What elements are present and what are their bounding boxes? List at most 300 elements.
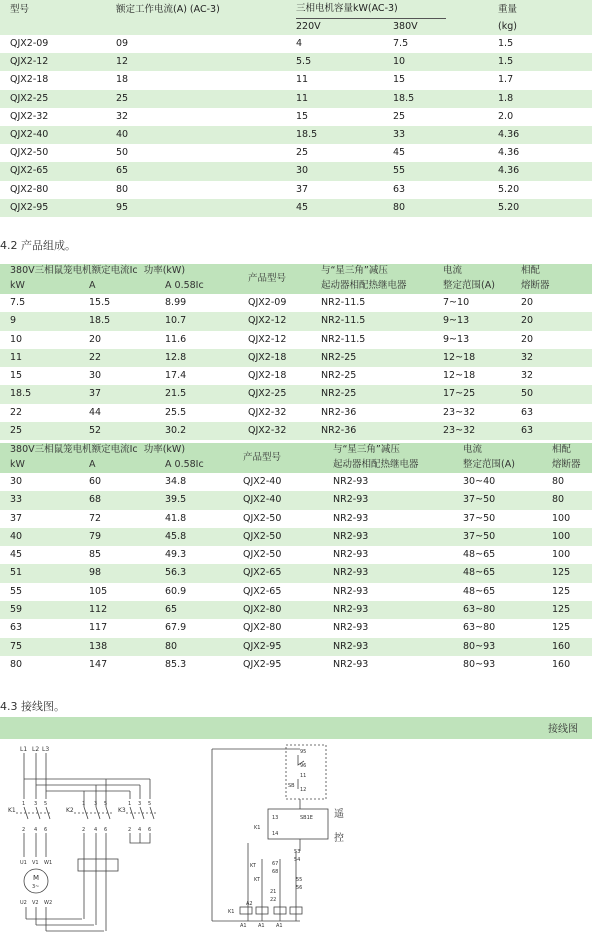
table-cell: 80 (116, 183, 129, 195)
svg-text:U1: U1 (20, 860, 27, 866)
remote-label: 遥 (334, 809, 344, 820)
table-cell: QJX2-12 (248, 315, 287, 327)
table-cell: 7~10 (443, 297, 470, 308)
svg-text:53: 53 (294, 849, 301, 855)
table-cell: 45 (10, 549, 23, 561)
table-cell: 11.6 (165, 333, 187, 345)
table-cell: 63 (10, 622, 23, 634)
table-cell: 50 (521, 388, 534, 400)
table-cell: 44 (89, 406, 102, 418)
table-cell: 63 (521, 406, 534, 418)
table-row (0, 90, 592, 108)
table-cell: 37 (89, 388, 102, 400)
svg-text:67: 67 (272, 861, 279, 867)
table-cell: 20 (89, 333, 102, 345)
table-cell: 21.5 (165, 388, 187, 400)
hdr-product-model: 产品型号 (248, 273, 287, 284)
phase-label: L2 (32, 746, 40, 753)
table-cell: 50 (116, 147, 129, 159)
table-row (0, 367, 592, 385)
table-cell: 30 (296, 165, 309, 177)
hdr-current: 额定工作电流(A) (AC-3) (116, 3, 220, 15)
table-cell: 4.36 (498, 165, 520, 177)
table-cell: 80 (10, 658, 23, 670)
wiring-diagram-title: 接线图 (548, 724, 578, 735)
hdr-weight: 重量 (498, 3, 518, 15)
table-cell: QJX2-40 (10, 129, 49, 141)
table-cell: 37~50 (463, 512, 496, 524)
composition-table-2 (0, 443, 592, 674)
table-cell: QJX2-65 (243, 567, 282, 579)
svg-text:5: 5 (148, 801, 152, 807)
table-cell: 9 (10, 315, 17, 327)
table-cell: 5.5 (296, 56, 312, 68)
table-cell: NR2-93 (333, 549, 369, 561)
table-cell: 41.8 (165, 512, 187, 524)
svg-text:A1: A1 (276, 923, 283, 929)
table-cell: 56.3 (165, 567, 187, 579)
svg-text:3: 3 (94, 801, 98, 807)
table-cell: 85 (89, 549, 102, 561)
table-cell: QJX2-09 (248, 297, 287, 308)
hdr-relay-1b: 与“星三角”减压 (333, 444, 400, 455)
table-row (0, 108, 592, 126)
k1-label: K1 (8, 807, 16, 814)
table-cell: 12~18 (443, 351, 476, 363)
table-row (0, 385, 592, 403)
svg-text:95: 95 (300, 749, 307, 755)
hdr-fuse-1: 相配 (521, 265, 541, 276)
table-cell: 37~50 (463, 530, 496, 542)
table-cell: 45.8 (165, 530, 187, 542)
table-cell: NR2-93 (333, 512, 369, 524)
table-cell: NR2-93 (333, 494, 369, 506)
section-4-2-heading: 4.2 产品组成。 (0, 239, 76, 252)
hdr-relay-2: 起动器相配热继电器 (321, 280, 407, 291)
hdr-range-2: 整定范围(A) (443, 280, 495, 291)
table-cell: 52 (89, 425, 102, 437)
table-cell: QJX2-12 (248, 333, 287, 345)
table-row (0, 656, 592, 674)
table-cell: 63 (393, 183, 406, 195)
table-cell: 22 (89, 351, 102, 363)
table-cell: 18 (116, 74, 129, 86)
table-cell: 117 (89, 622, 108, 634)
table-cell: 17~25 (443, 388, 476, 400)
table-cell: QJX2-65 (243, 585, 282, 597)
table-cell: QJX2-80 (243, 622, 282, 634)
svg-text:22: 22 (270, 897, 277, 903)
table-cell: QJX2-09 (10, 38, 49, 49)
table-cell: 32 (521, 370, 534, 382)
table-cell: QJX2-25 (10, 92, 49, 104)
svg-text:4: 4 (138, 827, 142, 833)
table-cell: QJX2-18 (248, 370, 287, 382)
table-cell: 37~50 (463, 494, 496, 506)
table-row (0, 349, 592, 367)
table-cell: QJX2-95 (243, 658, 282, 670)
table-cell: 55 (393, 165, 406, 177)
hdr-fuse-2b: 熔断器 (552, 459, 581, 470)
table-cell: 25 (10, 425, 23, 437)
svg-text:2: 2 (128, 827, 132, 833)
hdr-a058: A 0.58Ic (165, 280, 204, 291)
table-cell: 39.5 (165, 494, 187, 506)
table-cell: 60.9 (165, 585, 187, 597)
table-cell: NR2-93 (333, 622, 369, 634)
table-cell: 85.3 (165, 658, 187, 670)
table-cell: 33 (393, 129, 406, 141)
table-cell: 49.3 (165, 549, 187, 561)
svg-text:KT: KT (254, 877, 260, 883)
svg-text:W2: W2 (44, 900, 53, 906)
composition-table-1 (0, 264, 592, 440)
table-cell: 37 (10, 512, 23, 524)
svg-text:2: 2 (22, 827, 26, 833)
svg-text:1: 1 (22, 801, 26, 807)
table-row (0, 638, 592, 656)
table-row (0, 528, 592, 546)
table-cell: 11 (10, 351, 23, 363)
table-cell: 30 (89, 370, 102, 382)
table-cell: 33 (10, 494, 23, 506)
svg-text:2: 2 (82, 827, 86, 833)
table-cell: 125 (552, 567, 571, 579)
table-cell: 79 (89, 530, 102, 542)
table-cell: QJX2-25 (248, 388, 287, 400)
control-label: 控 (334, 833, 344, 844)
table-cell: 5.20 (498, 183, 520, 195)
table-row (0, 619, 592, 637)
svg-text:96: 96 (300, 763, 307, 769)
table-cell: QJX2-50 (243, 549, 282, 561)
table-row (0, 601, 592, 619)
svg-text:54: 54 (294, 857, 301, 863)
table-cell: 40 (10, 530, 23, 542)
hdr-fuse-1b: 相配 (552, 444, 572, 455)
table-cell: 80 (393, 201, 406, 213)
table-cell: 25 (116, 92, 129, 104)
table-cell: 63 (521, 425, 534, 437)
section-4-3-heading: 4.3 接线图。 (0, 700, 65, 713)
table-cell: 40 (116, 129, 129, 141)
table-cell: 7.5 (393, 38, 409, 49)
table-cell: 20 (521, 297, 534, 308)
table-cell: QJX2-32 (10, 110, 49, 122)
table-cell: QJX2-18 (10, 74, 49, 86)
table-cell: 12 (116, 56, 129, 68)
hdr-a058-2: A 0.58Ic (165, 459, 204, 470)
table-cell: QJX2-40 (243, 476, 282, 487)
table-row (0, 294, 592, 312)
svg-text:U2: U2 (20, 900, 27, 906)
table-cell: 1.8 (498, 92, 514, 104)
table-cell: QJX2-32 (248, 425, 287, 437)
table-cell: 125 (552, 604, 571, 616)
k2-label: K2 (66, 807, 74, 814)
table-cell: NR2-25 (321, 351, 357, 363)
svg-text:SB1E: SB1E (300, 815, 313, 821)
table-cell: 32 (116, 110, 129, 122)
table-row (0, 422, 592, 440)
table-row (0, 546, 592, 564)
table-cell: 23~32 (443, 406, 476, 418)
svg-text:6: 6 (44, 827, 48, 833)
table-cell: 30 (10, 476, 23, 487)
hdr-a-2: A (89, 459, 96, 470)
hdr-motor-2: 380V三相鼠笼电机额定电流Ic 功率(kW) (10, 444, 186, 455)
table-cell: 48~65 (463, 585, 496, 597)
table-cell: 8.99 (165, 297, 187, 308)
table-row (0, 510, 592, 528)
table-cell: 60 (89, 476, 102, 487)
svg-text:12: 12 (300, 787, 307, 793)
table-cell: NR2-25 (321, 370, 357, 382)
table-cell: QJX2-95 (243, 640, 282, 652)
table-cell: 15.5 (89, 297, 111, 308)
table-cell: 5.20 (498, 201, 520, 213)
table-cell: 11 (296, 92, 309, 104)
table-cell: 100 (552, 530, 571, 542)
table-cell: NR2-11.5 (321, 315, 366, 327)
table-row (0, 126, 592, 144)
rating-table-subheader (0, 19, 592, 35)
table-cell: NR2-36 (321, 406, 357, 418)
table-cell: 63~80 (463, 604, 496, 616)
hdr-relay-2b: 起动器相配热继电器 (333, 459, 419, 470)
table-cell: 17.4 (165, 370, 187, 382)
table-cell: 80 (552, 476, 565, 487)
svg-text:K1: K1 (228, 909, 235, 915)
table-cell: 4.36 (498, 129, 520, 141)
table-cell: 15 (296, 110, 309, 122)
coil-k1 (240, 907, 252, 914)
svg-text:1: 1 (82, 801, 86, 807)
svg-text:3: 3 (34, 801, 38, 807)
table-cell: 67.9 (165, 622, 187, 634)
table-cell: 2.0 (498, 110, 514, 122)
table-cell: 65 (116, 165, 129, 177)
table-cell: 48~65 (463, 549, 496, 561)
table-cell: QJX2-50 (243, 530, 282, 542)
table-cell: 138 (89, 640, 108, 652)
hdr-380v: 380V (393, 21, 418, 32)
svg-text:55: 55 (296, 877, 303, 883)
svg-text:V2: V2 (32, 900, 39, 906)
table-cell: 45 (296, 201, 309, 213)
wiring-diagram (0, 717, 592, 932)
hdr-kw-2: kW (10, 459, 25, 470)
table-cell: 1.5 (498, 56, 514, 68)
table-cell: 105 (89, 585, 108, 597)
table-cell: QJX2-50 (243, 512, 282, 524)
composition-table-2-header (0, 443, 592, 458)
table-cell: NR2-93 (333, 604, 369, 616)
table-cell: 10.7 (165, 315, 187, 327)
table-cell: 32 (521, 351, 534, 363)
svg-text:3~: 3~ (32, 884, 40, 890)
table-cell: 18.5 (296, 129, 318, 141)
table-cell: 51 (10, 567, 23, 579)
hdr-product-model-2: 产品型号 (243, 452, 282, 463)
table-cell: NR2-11.5 (321, 297, 366, 308)
table-cell: 125 (552, 585, 571, 597)
table-cell: NR2-93 (333, 658, 369, 670)
table-cell: 160 (552, 658, 571, 670)
svg-text:K1: K1 (254, 825, 261, 831)
table-cell: QJX2-40 (243, 494, 282, 506)
table-cell: NR2-11.5 (321, 333, 366, 345)
table-cell: 147 (89, 658, 108, 670)
table-row (0, 144, 592, 162)
svg-text:SB: SB (288, 783, 295, 789)
table-cell: 12~18 (443, 370, 476, 382)
table-cell: 4.36 (498, 147, 520, 159)
hdr-motor: 380V三相鼠笼电机额定电流Ic 功率(kW) (10, 265, 186, 276)
table-row (0, 71, 592, 89)
table-row (0, 491, 592, 509)
table-cell: 09 (116, 38, 129, 49)
motor-label: M (33, 874, 40, 882)
table-row (0, 473, 592, 491)
table-cell: QJX2-80 (10, 183, 49, 195)
table-cell: 112 (89, 604, 108, 616)
table-cell: QJX2-65 (10, 165, 49, 177)
table-row (0, 35, 592, 53)
table-cell: 48~65 (463, 567, 496, 579)
table-cell: 11 (296, 74, 309, 86)
svg-text:68: 68 (272, 869, 279, 875)
table-cell: 1.5 (498, 38, 514, 49)
table-cell: 25.5 (165, 406, 187, 418)
table-row (0, 53, 592, 71)
table-row (0, 564, 592, 582)
table-cell: 45 (393, 147, 406, 159)
table-cell: 80 (165, 640, 178, 652)
table-row (0, 404, 592, 422)
table-cell: NR2-25 (321, 388, 357, 400)
table-cell: 25 (296, 147, 309, 159)
table-cell: 30.2 (165, 425, 187, 437)
hdr-model: 型号 (10, 3, 30, 15)
rating-table (0, 0, 592, 217)
table-cell: NR2-36 (321, 425, 357, 437)
table-cell: 9~13 (443, 333, 470, 345)
table-cell: 7.5 (10, 297, 26, 308)
table-cell: QJX2-50 (10, 147, 49, 159)
svg-text:A1: A1 (240, 923, 247, 929)
table-cell: 59 (10, 604, 23, 616)
svg-text:W1: W1 (44, 860, 53, 866)
hdr-a: A (89, 280, 96, 291)
table-cell: 80~93 (463, 658, 496, 670)
table-cell: 100 (552, 549, 571, 561)
wiring-diagram-svg (0, 739, 592, 932)
table-cell: 18.5 (10, 388, 32, 400)
rating-table-header (0, 0, 592, 19)
table-cell: 65 (165, 604, 178, 616)
svg-text:5: 5 (44, 801, 48, 807)
table-cell: 63~80 (463, 622, 496, 634)
hdr-motor-group: 三相电机容量kW(AC-3) (286, 0, 488, 19)
table-cell: QJX2-95 (10, 201, 49, 213)
table-cell: 95 (116, 201, 129, 213)
table-cell: 10 (10, 333, 23, 345)
table-cell: 9~13 (443, 315, 470, 327)
table-cell: 18.5 (393, 92, 415, 104)
svg-text:4: 4 (34, 827, 38, 833)
hdr-range-1: 电流 (443, 265, 463, 276)
svg-text:6: 6 (104, 827, 108, 833)
svg-text:21: 21 (270, 889, 277, 895)
table-cell: QJX2-32 (248, 406, 287, 418)
table-cell: 80~93 (463, 640, 496, 652)
table-row (0, 331, 592, 349)
svg-text:V1: V1 (32, 860, 39, 866)
svg-text:13: 13 (272, 815, 279, 821)
svg-text:14: 14 (272, 831, 279, 837)
table-cell: 12.8 (165, 351, 187, 363)
table-row (0, 312, 592, 330)
svg-text:KT: KT (250, 863, 256, 869)
svg-text:3: 3 (138, 801, 142, 807)
table-cell: 10 (393, 56, 406, 68)
table-cell: 1.7 (498, 74, 514, 86)
table-cell: 18.5 (89, 315, 111, 327)
table-row (0, 162, 592, 180)
table-cell: 75 (10, 640, 23, 652)
hdr-fuse-2: 熔断器 (521, 280, 550, 291)
hdr-kw: kW (10, 280, 25, 291)
table-cell: 23~32 (443, 425, 476, 437)
svg-text:A2: A2 (246, 901, 253, 907)
k3-label: K3 (118, 807, 126, 814)
phase-label: L1 (20, 746, 28, 753)
table-cell: NR2-93 (333, 640, 369, 652)
table-cell: 125 (552, 622, 571, 634)
table-row (0, 181, 592, 199)
hdr-range-2b: 整定范围(A) (463, 459, 515, 470)
svg-text:4: 4 (94, 827, 98, 833)
composition-table-1-header (0, 264, 592, 279)
hdr-220v: 220V (296, 21, 321, 32)
table-cell: 37 (296, 183, 309, 195)
hdr-range-1b: 电流 (463, 444, 483, 455)
svg-text:11: 11 (300, 773, 307, 779)
table-cell: QJX2-80 (243, 604, 282, 616)
table-cell: 20 (521, 333, 534, 345)
table-cell: 98 (89, 567, 102, 579)
table-cell: 20 (521, 315, 534, 327)
table-cell: 15 (393, 74, 406, 86)
table-cell: NR2-93 (333, 567, 369, 579)
table-row (0, 199, 592, 217)
hdr-relay-1: 与“星三角”减压 (321, 265, 388, 276)
svg-text:1: 1 (128, 801, 132, 807)
table-cell: 34.8 (165, 476, 187, 487)
wiring-diagram-header (0, 717, 592, 739)
svg-text:56: 56 (296, 885, 303, 891)
table-cell: NR2-93 (333, 530, 369, 542)
table-cell: 100 (552, 512, 571, 524)
table-cell: 22 (10, 406, 23, 418)
svg-text:A1: A1 (258, 923, 265, 929)
table-cell: 15 (10, 370, 23, 382)
table-cell: 68 (89, 494, 102, 506)
table-cell: NR2-93 (333, 585, 369, 597)
hdr-weight-unit: (kg) (498, 21, 517, 32)
table-cell: 30~40 (463, 476, 496, 487)
